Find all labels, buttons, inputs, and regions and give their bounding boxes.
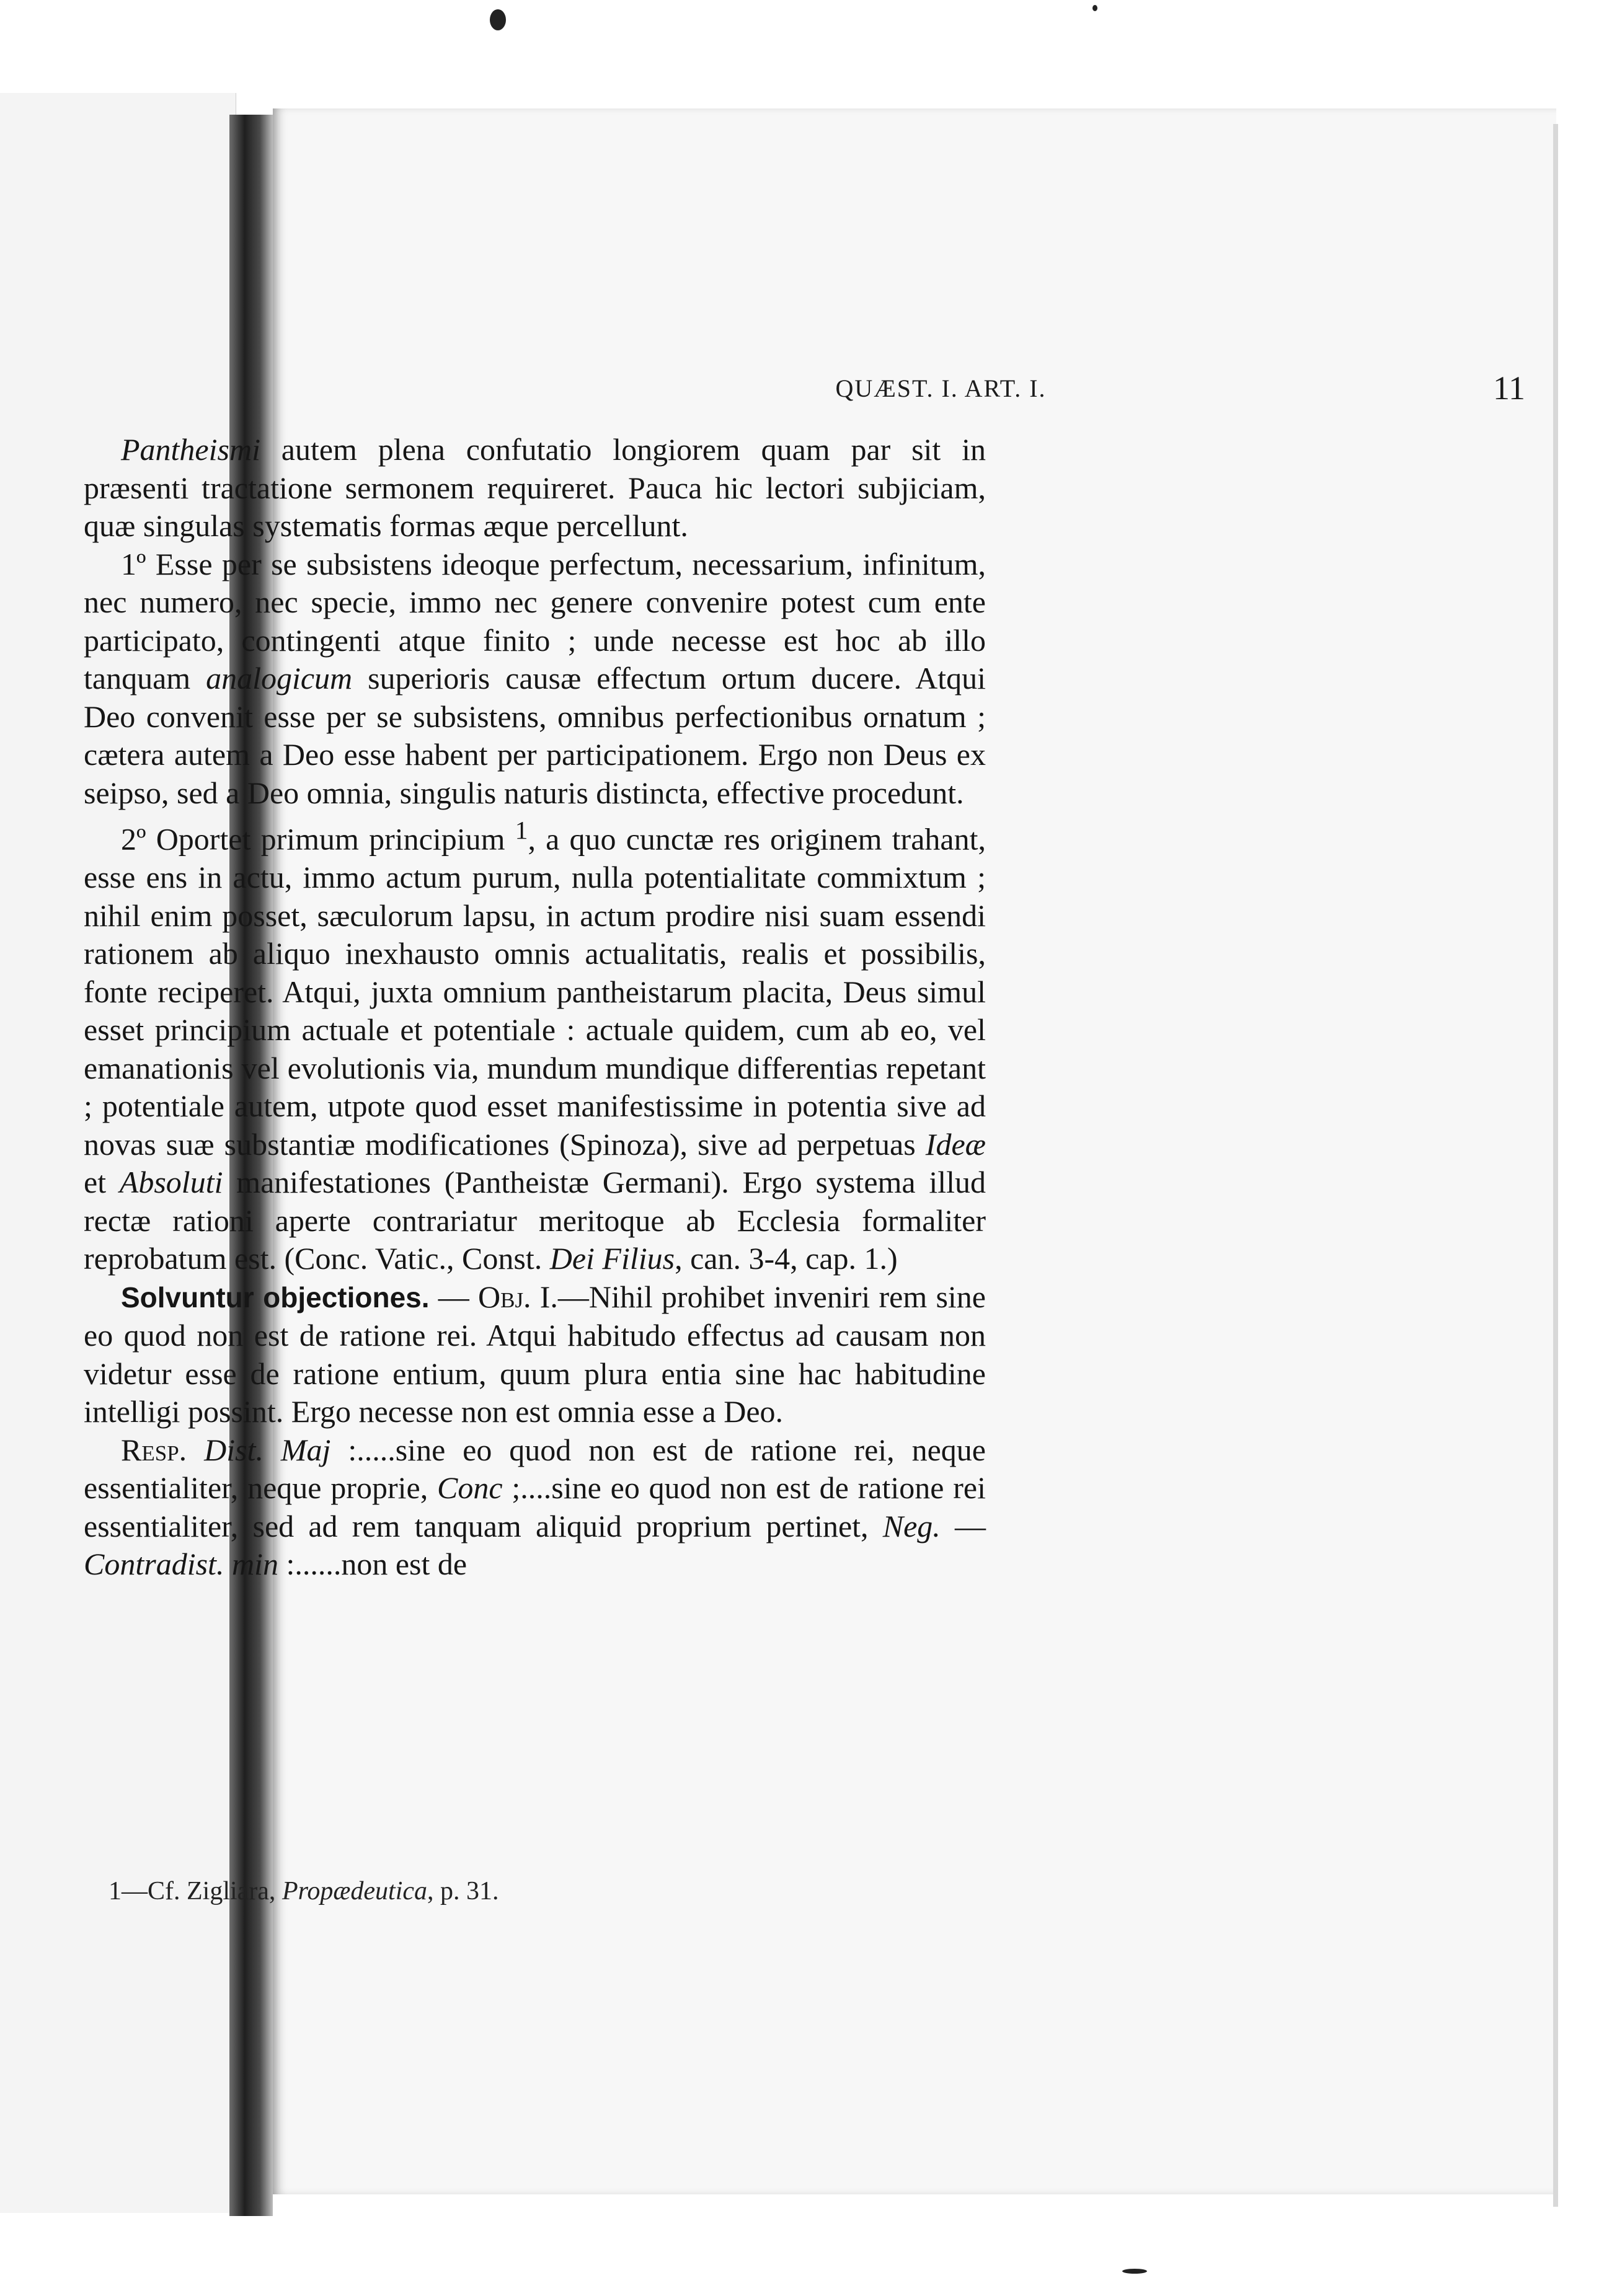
page-header <box>357 369 1525 425</box>
body-text <box>84 431 986 1584</box>
page-edge <box>1553 124 1558 2207</box>
paragraph-response: Resp. Dist. Maj :.....sine eo quod non est de ratione rei, neque essentialiter, neque proprie, Conc ;....sine eo quod non est de ratione rei essentialiter, sed ad rem tanquam aliquid proprium pertinet, Neg. — Contradist. min :......non est de <box>84 1432 986 1582</box>
paragraph-argument-2: 2º Oportet primum principium $^1$, a quo cunctæ res originem trahant, esse ens in actu, immo actum purum, nulla potentialitate commixtum ; nihil enim posset, sæculorum lapsu, in actum prodire nisi suam essendi rationem ab aliquo inexhausto omnis actualitatis, realis et possibilis, fonte reciperet. Atqui, juxta omnium pantheistarum placita, Deus simul esset principium actuale et potentiale : actuale quidem, cum ab eo, vel emanationis vel evolutionis via, mundum mundique differentias repetant ; potentiale autem, utpote quod esset manifestissime in potentia sive ad novas suæ substantiæ modificationes (Spinoza), sive ad perpetuas Ideæ et Absoluti manifestationes (Pantheistæ Germani). Ergo systema illud rectæ rationi aperte contrariatur meritoque ab Ecclesia formaliter reprobatum est. (Conc. Vatic., Const. Dei Filius, can. 3-4, cap. 1.) <box>84 816 986 1276</box>
running-head: QUÆST. I. ART. I. <box>835 374 1047 402</box>
paragraph-intro: Pantheismi autem plena confutatio longiorem quam par sit in præsenti tractatione sermonem requireret. Pauca hic lectori subjiciam, quæ singulas systematis formas æque percellunt. <box>84 432 986 543</box>
page-number: 11 <box>1493 369 1525 407</box>
footnote-ref: 1 <box>515 816 528 845</box>
section-heading: Solvuntur objectiones. <box>121 1281 430 1314</box>
paragraph-argument-1: 1º Esse per se subsistens ideoque perfectum, necessarium, infinitum, nec numero, nec specie, immo nec genere convenire potest cum ente participato, contingenti atque finito ; unde necesse est hoc ab illo tanquam analogicum superioris causæ effectum ortum ducere. Atqui Deo convenit esse per se subsistens, omnibus perfectionibus ornatum ; cætera autem a Deo esse habent per participationem. Ergo non Deus ex seipso, sed a Deo omnia, singulis naturis distincta, effective procedunt. <box>84 546 986 810</box>
paragraph-objections: Solvuntur objectiones. — Obj. I.—Nihil prohibet inveniri rem sine eo quod non est de ratione rei. Atqui habitudo effectus ad causam non videtur esse de ratione entium, quum plura entia sine hac habitudine intelligi possint. Ergo necesse non est omnia esse a Deo. <box>84 1279 986 1429</box>
footnote: 1—Cf. Zigliara, Propædeutica, p. 31. <box>109 1877 499 1905</box>
scan-speck <box>1122 2269 1147 2274</box>
scan-speck <box>1092 5 1097 11</box>
scan-speck <box>490 9 506 30</box>
